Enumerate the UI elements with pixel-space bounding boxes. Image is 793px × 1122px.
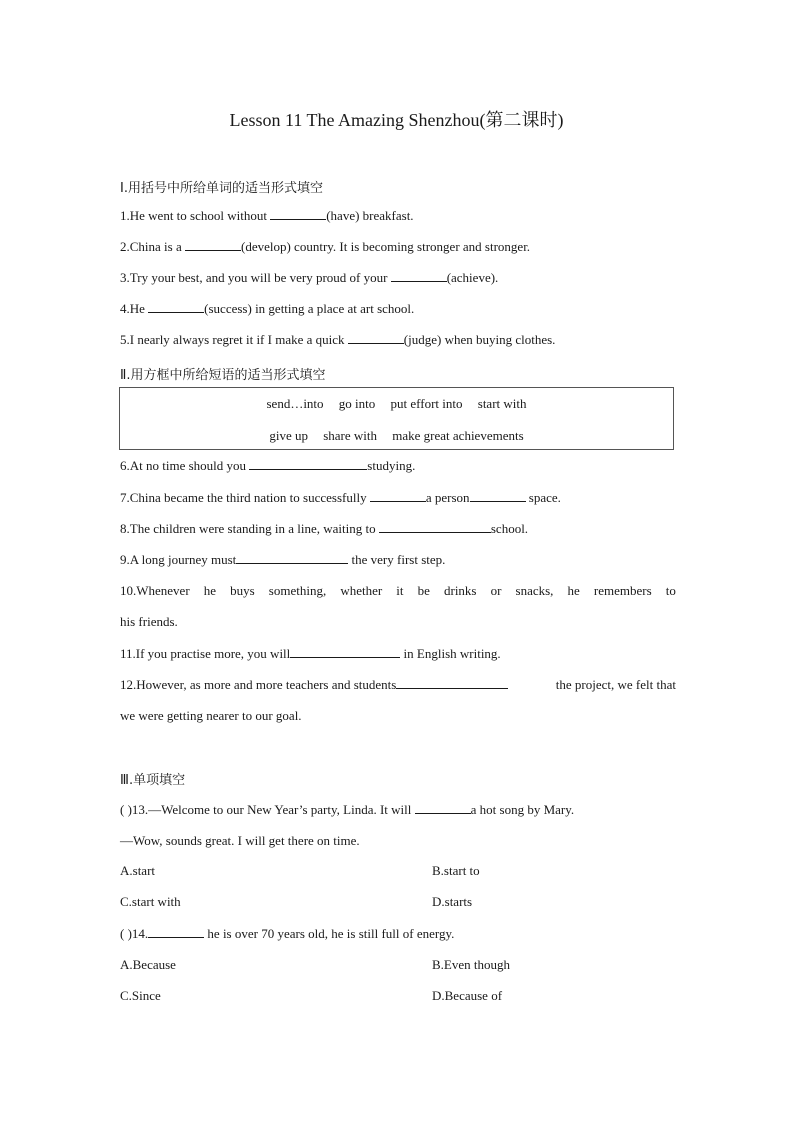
option-b[interactable]: B.Even though xyxy=(432,957,510,972)
option-c[interactable]: C.Since xyxy=(120,988,161,1003)
phrase-item: share with xyxy=(323,428,378,443)
question-5: 5.I nearly always regret it if I make a quick (judge) when buying clothes. xyxy=(120,332,556,347)
question-12-line-2: we were getting nearer to our goal. xyxy=(120,708,302,723)
page-title: Lesson 11 The Amazing Shenzhou(第二课时) xyxy=(229,110,564,130)
answer-blank[interactable] xyxy=(249,457,367,470)
answer-blank[interactable] xyxy=(391,269,447,282)
phrase-item: send…into xyxy=(266,396,324,411)
answer-blank[interactable] xyxy=(236,551,348,564)
phrase-item: go into xyxy=(338,396,376,411)
question-8: 8.The children were standing in a line, waiting to school. xyxy=(120,521,529,536)
answer-blank[interactable] xyxy=(396,676,508,689)
phrase-item: put effort into xyxy=(390,396,463,411)
answer-blank[interactable] xyxy=(148,300,204,313)
question-6: 6.At no time should you studying. xyxy=(120,458,416,473)
answer-blank[interactable] xyxy=(185,238,241,251)
phrase-box-row-1 xyxy=(120,396,673,412)
option-a[interactable]: A.start xyxy=(120,863,156,878)
question-11: 11.If you practise more, you will in English writing. xyxy=(120,646,501,661)
question-12-line-1: 12.However, as more and more teachers and students the project, we felt that xyxy=(120,677,676,692)
question-7: 7.China became the third nation to successfully a person space. xyxy=(120,490,561,505)
answer-blank[interactable] xyxy=(470,489,526,502)
section-2-heading: Ⅱ.用方框中所给短语的适当形式填空 xyxy=(120,368,326,383)
section-1-heading: Ⅰ.用括号中所给单词的适当形式填空 xyxy=(120,181,323,196)
answer-blank[interactable] xyxy=(415,801,471,814)
question-2: 2.China is a (develop) country. It is becoming stronger and stronger. xyxy=(120,239,531,254)
question-13-reply: —Wow, sounds great. I will get there on time. xyxy=(120,833,360,848)
question-13: ( )13.—Welcome to our New Year’s party, Linda. It will a hot song by Mary. xyxy=(120,802,575,817)
answer-blank[interactable] xyxy=(348,331,404,344)
answer-blank[interactable] xyxy=(370,489,426,502)
answer-blank[interactable] xyxy=(379,520,491,533)
question-10-line-1: 10.Whenever he buys something, whether it be drinks or snacks, he remembers to xyxy=(120,583,676,598)
option-d[interactable]: D.Because of xyxy=(432,988,503,1003)
option-b[interactable]: B.start to xyxy=(432,863,480,878)
phrase-item: give up xyxy=(269,428,308,443)
phrase-box-row-2 xyxy=(120,428,673,444)
question-14: ( )14. he is over 70 years old, he is still full of energy. xyxy=(120,926,455,941)
question-4: 4.He (success) in getting a place at art school. xyxy=(120,301,415,316)
option-c[interactable]: C.start with xyxy=(120,894,181,909)
phrase-box xyxy=(119,387,674,450)
question-3: 3.Try your best, and you will be very proud of your (achieve). xyxy=(120,270,499,285)
answer-blank[interactable] xyxy=(290,645,400,658)
answer-blank[interactable] xyxy=(270,207,326,220)
question-9: 9.A long journey must the very first step. xyxy=(120,552,446,567)
section-3-heading: Ⅲ.单项填空 xyxy=(120,773,186,788)
phrase-item: start with xyxy=(477,396,527,411)
question-10-line-2: his friends. xyxy=(120,614,178,629)
answer-blank[interactable] xyxy=(148,925,204,938)
option-a[interactable]: A.Because xyxy=(120,957,176,972)
question-1: 1.He went to school without (have) breakfast. xyxy=(120,208,414,223)
option-d[interactable]: D.starts xyxy=(432,894,473,909)
phrase-item: make great achievements xyxy=(392,428,524,443)
